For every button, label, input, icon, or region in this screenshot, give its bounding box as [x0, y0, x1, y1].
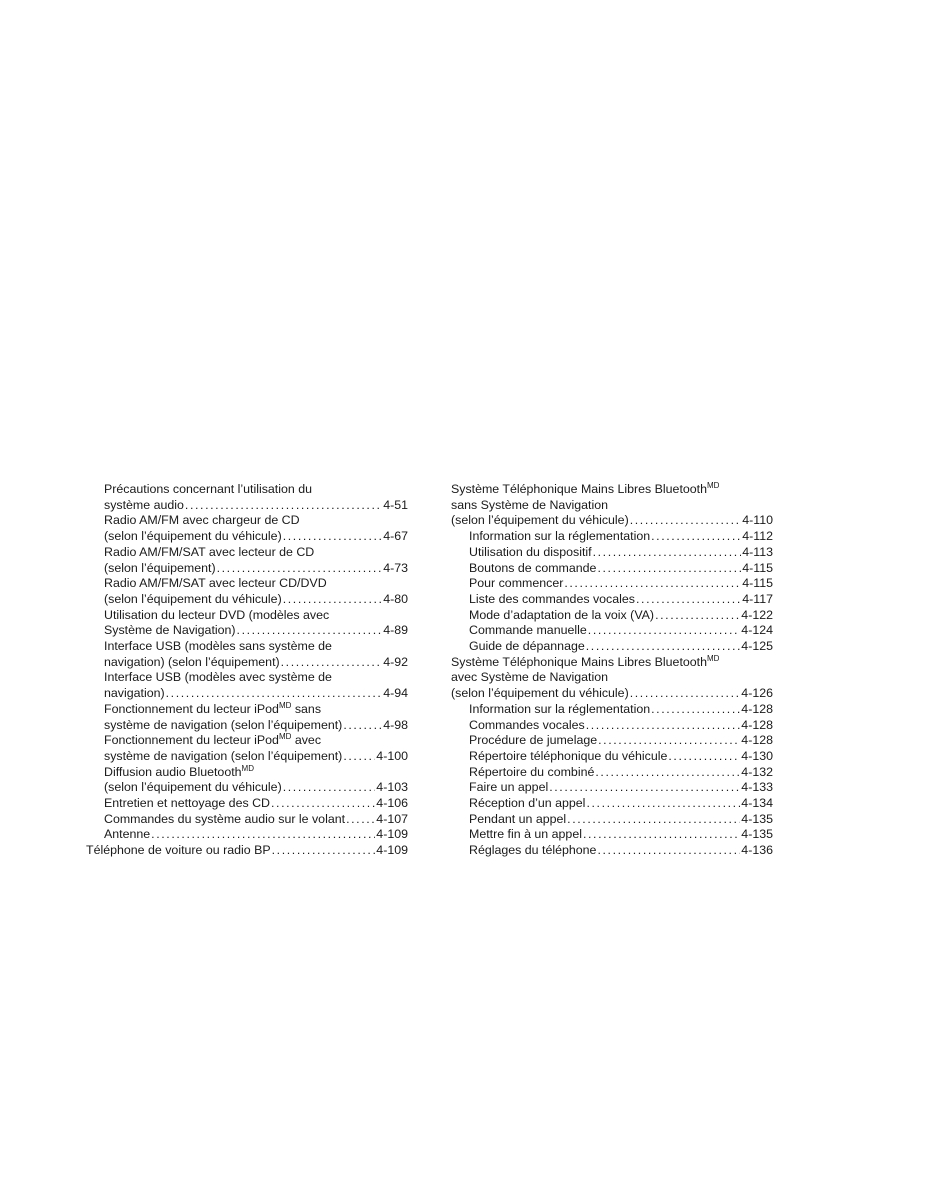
- toc-entry-title: Information sur la réglementation: [469, 529, 651, 544]
- toc-entry-text-part: Système Téléphonique Mains Libres Bluetooth: [451, 654, 707, 669]
- dot-leader: [283, 529, 382, 545]
- toc-entry[interactable]: [451, 529, 773, 545]
- toc-entry-leader-line: [451, 623, 773, 639]
- toc-entry[interactable]: [451, 482, 773, 529]
- toc-entry-leader-line: [86, 718, 408, 734]
- toc-entry-text: Radio AM/FM avec chargeur de CD: [104, 513, 300, 528]
- toc-entry-leader-line: [451, 796, 773, 812]
- toc-entry-text: sans Système de Navigation: [451, 497, 609, 512]
- dot-leader: [598, 733, 740, 749]
- toc-entry-title: Répertoire téléphonique du véhicule: [469, 748, 668, 763]
- toc-entry-title: Téléphone de voiture ou radio BP: [86, 843, 271, 858]
- dot-leader: [593, 545, 742, 561]
- toc-left-column: [86, 482, 408, 859]
- toc-page-number[interactable]: 4-132: [741, 764, 773, 779]
- toc-entry-title: Information sur la réglementation: [469, 701, 651, 716]
- toc-entry-leader-line: [451, 733, 773, 749]
- toc-entry-title: Pour commencer: [469, 576, 564, 591]
- toc-entry-title: système audio: [104, 497, 184, 512]
- dot-leader: [151, 827, 375, 843]
- dot-leader: [271, 796, 375, 812]
- toc-entry[interactable]: [86, 733, 408, 764]
- toc-page-number[interactable]: 4-73: [383, 560, 408, 575]
- toc-entry-text-part: avec: [291, 733, 322, 748]
- dot-leader: [586, 639, 741, 655]
- toc-entry-leader-line: [451, 561, 773, 577]
- toc-entry-title: (selon l’équipement du véhicule): [104, 529, 282, 544]
- toc-page-number[interactable]: 4-106: [376, 796, 408, 811]
- toc-page-number[interactable]: 4-124: [741, 623, 773, 638]
- dot-leader: [586, 796, 740, 812]
- toc-entry[interactable]: [86, 670, 408, 701]
- toc-entry-leader-line: [451, 576, 773, 592]
- toc-entry[interactable]: [451, 702, 773, 718]
- toc-entry-leader-line: [451, 702, 773, 718]
- toc-page-number[interactable]: 4-113: [742, 544, 773, 559]
- toc-page-number[interactable]: 4-67: [383, 529, 408, 544]
- toc-entry-text-part: sans: [291, 701, 322, 716]
- toc-right-column: [451, 482, 773, 859]
- toc-entry[interactable]: [86, 702, 408, 733]
- toc-entry[interactable]: [86, 639, 408, 670]
- toc-entry-text: [86, 733, 408, 749]
- toc-entry-title: Réglages du téléphone: [469, 843, 597, 858]
- toc-entry-text-part: Diffusion audio Bluetooth: [104, 764, 242, 779]
- toc-entry[interactable]: [451, 765, 773, 781]
- toc-entry-text: avec Système de Navigation: [451, 670, 609, 685]
- toc-entry-title: (selon l’équipement du véhicule): [451, 686, 629, 701]
- toc-entry-title: système de navigation (selon l’équipement): [104, 717, 343, 732]
- toc-page-number[interactable]: 4-115: [742, 576, 773, 591]
- toc-page-number[interactable]: 4-109: [376, 827, 408, 842]
- toc-entry-leader-line: [451, 843, 773, 859]
- toc-entry-title: (selon l’équipement du véhicule): [451, 513, 629, 528]
- toc-page-number[interactable]: 4-100: [376, 748, 408, 763]
- trademark-superscript: MD: [707, 654, 720, 663]
- toc-entry[interactable]: [451, 561, 773, 577]
- toc-entry-leader-line: [451, 718, 773, 734]
- toc-page-number[interactable]: 4-125: [741, 639, 773, 654]
- toc-entry-text-part: Fonctionnement du lecteur iPod: [104, 701, 279, 716]
- toc-page-number[interactable]: 4-94: [383, 686, 408, 701]
- toc-entry[interactable]: [451, 592, 773, 608]
- toc-page-number[interactable]: 4-115: [742, 560, 773, 575]
- dot-leader: [281, 655, 383, 671]
- toc-page-number[interactable]: 4-89: [383, 623, 408, 638]
- toc-entry-title: Mettre fin à un appel: [469, 827, 582, 842]
- toc-entry-leader-line: [86, 796, 408, 812]
- trademark-superscript: MD: [278, 733, 292, 742]
- dot-leader: [217, 561, 383, 577]
- dot-leader: [166, 686, 383, 702]
- toc-entry-text-part: Système Téléphonique Mains Libres Bluetooth: [451, 482, 707, 496]
- toc-page-number[interactable]: 4-130: [741, 748, 773, 763]
- toc-entry[interactable]: [86, 827, 408, 843]
- toc-entry[interactable]: [86, 513, 408, 544]
- toc-entry[interactable]: [451, 796, 773, 812]
- toc-entry[interactable]: [86, 765, 408, 796]
- toc-entry-leader-line: [451, 827, 773, 843]
- toc-page-number[interactable]: 4-136: [741, 843, 773, 858]
- trademark-superscript: MD: [278, 701, 292, 710]
- toc-entry[interactable]: [451, 576, 773, 592]
- toc-entry[interactable]: [451, 843, 773, 859]
- toc-entry[interactable]: [451, 780, 773, 796]
- toc-entry[interactable]: [86, 482, 408, 513]
- toc-entry-title: Commandes vocales: [469, 717, 585, 732]
- toc-entry-leader-line: [451, 749, 773, 765]
- dot-leader: [597, 843, 740, 859]
- toc-entry-title: (selon l’équipement): [104, 560, 216, 575]
- toc-page-number[interactable]: 4-135: [741, 827, 773, 842]
- toc-entry-leader-line: [451, 592, 773, 608]
- toc-entry-title: Guide de dépannage: [469, 639, 585, 654]
- dot-leader: [283, 592, 382, 608]
- dot-leader: [272, 843, 376, 859]
- toc-entry-leader-line: [86, 686, 408, 702]
- toc-entry-leader-line: [86, 812, 408, 828]
- dot-leader: [283, 780, 376, 796]
- toc-page-number[interactable]: 4-122: [741, 607, 773, 622]
- dot-leader: [668, 749, 740, 765]
- dot-leader: [636, 592, 741, 608]
- dot-leader: [237, 623, 383, 639]
- dot-leader: [597, 561, 741, 577]
- toc-entry-leader-line: [86, 780, 408, 796]
- toc-entry-title: Système de Navigation): [104, 623, 236, 638]
- toc-entry-text: Utilisation du lecteur DVD (modèles avec: [104, 607, 330, 622]
- toc-entry-leader-line: [451, 513, 773, 529]
- toc-entry-title: navigation) (selon l’équipement): [104, 654, 280, 669]
- toc-entry-title: système de navigation (selon l’équipement): [104, 748, 343, 763]
- dot-leader: [564, 576, 741, 592]
- dot-leader: [630, 686, 741, 702]
- toc-entry-title: Réception d’un appel: [469, 796, 586, 811]
- toc-entry[interactable]: [451, 812, 773, 828]
- toc-entry-text: [86, 702, 408, 718]
- toc-entry-title: (selon l’équipement du véhicule): [104, 780, 282, 795]
- toc-entry-leader-line: [451, 686, 773, 702]
- toc-entry-text-part: Fonctionnement du lecteur iPod: [104, 733, 279, 748]
- toc-entry-leader-line: [451, 812, 773, 828]
- dot-leader: [185, 498, 382, 514]
- toc-entry-title: Liste des commandes vocales: [469, 591, 635, 606]
- toc-page-number[interactable]: 4-80: [383, 591, 408, 606]
- toc-entry-text: Interface USB (modèles sans système de: [104, 639, 332, 654]
- toc-entry-text: [451, 655, 773, 671]
- toc-entry-title: navigation): [104, 686, 165, 701]
- toc-page-number[interactable]: 4-107: [376, 811, 408, 826]
- toc-entry-title: Faire un appel: [469, 780, 549, 795]
- toc-page-number[interactable]: 4-128: [741, 717, 773, 732]
- toc-entry[interactable]: [451, 655, 773, 702]
- dot-leader: [343, 718, 382, 734]
- toc-entry[interactable]: [451, 827, 773, 843]
- toc-entry-leader-line: [86, 843, 408, 859]
- toc-page-number[interactable]: 4-135: [741, 811, 773, 826]
- toc-entry[interactable]: [86, 796, 408, 812]
- toc-entry-leader-line: [86, 498, 408, 514]
- toc-entry-leader-line: [86, 529, 408, 545]
- toc-entry-leader-line: [451, 608, 773, 624]
- toc-entry-leader-line: [86, 827, 408, 843]
- toc-entry-title: Entretien et nettoyage des CD: [104, 796, 270, 811]
- toc-entry-title: Mode d’adaptation de la voix (VA): [469, 607, 655, 622]
- toc-entry-leader-line: [451, 545, 773, 561]
- dot-leader: [567, 812, 740, 828]
- dot-leader: [630, 513, 742, 529]
- toc-entry-title: Commande manuelle: [469, 623, 587, 638]
- dot-leader: [343, 749, 375, 765]
- toc-entry-leader-line: [86, 623, 408, 639]
- toc-page-number[interactable]: 4-117: [742, 591, 773, 606]
- dot-leader: [655, 608, 740, 624]
- toc-page-number[interactable]: 4-128: [741, 701, 773, 716]
- dot-leader: [651, 702, 740, 718]
- toc-entry[interactable]: [86, 545, 408, 576]
- toc-page-number[interactable]: 4-51: [383, 497, 408, 512]
- toc-entry[interactable]: [451, 718, 773, 734]
- toc-entry-leader-line: [86, 749, 408, 765]
- toc-entry-leader-line: [451, 780, 773, 796]
- toc-entry-leader-line: [451, 529, 773, 545]
- trademark-superscript: MD: [241, 764, 254, 773]
- toc-entry-leader-line: [451, 765, 773, 781]
- toc-entry[interactable]: [451, 733, 773, 749]
- dot-leader: [549, 780, 740, 796]
- dot-leader: [595, 765, 740, 781]
- dot-leader: [651, 529, 741, 545]
- toc-entry[interactable]: [86, 608, 408, 639]
- toc-entry[interactable]: [86, 812, 408, 828]
- trademark-superscript: MD: [707, 482, 720, 490]
- toc-page-number[interactable]: 4-133: [741, 780, 773, 795]
- toc-entry-title: Procédure de jumelage: [469, 733, 598, 748]
- toc-page-number[interactable]: 4-103: [376, 780, 408, 795]
- toc-entry[interactable]: [451, 749, 773, 765]
- toc-entry-title: Antenne: [104, 827, 151, 842]
- toc-entry-text: Radio AM/FM/SAT avec lecteur CD/DVD: [104, 576, 327, 591]
- toc-page-number[interactable]: 4-112: [742, 529, 773, 544]
- toc-entry-text: Radio AM/FM/SAT avec lecteur de CD: [104, 544, 315, 559]
- toc-entry-leader-line: [86, 561, 408, 577]
- toc-entry[interactable]: [451, 623, 773, 639]
- toc-entry-title: Commandes du système audio sur le volant: [104, 811, 346, 826]
- toc-entry-title: Pendant un appel: [469, 811, 567, 826]
- dot-leader: [588, 623, 741, 639]
- toc-page-number[interactable]: 4-92: [383, 654, 408, 669]
- toc-entry-leader-line: [86, 592, 408, 608]
- toc-entry[interactable]: [86, 576, 408, 607]
- toc-entry-text: Précautions concernant l’utilisation du: [104, 482, 313, 496]
- toc-entry[interactable]: [451, 639, 773, 655]
- toc-page-number[interactable]: 4-110: [742, 513, 773, 528]
- dot-leader: [586, 718, 741, 734]
- toc-entry-title: Répertoire du combiné: [469, 764, 595, 779]
- toc-entry-title: Utilisation du dispositif: [469, 544, 592, 559]
- toc-entry-title: Boutons de commande: [469, 560, 597, 575]
- toc-entry-text: Interface USB (modèles avec système de: [104, 670, 332, 685]
- toc-page-number[interactable]: 4-126: [741, 686, 773, 701]
- toc-page-number[interactable]: 4-98: [383, 717, 408, 732]
- dot-leader: [346, 812, 375, 828]
- toc-entry[interactable]: [86, 843, 408, 859]
- toc-entry-leader-line: [451, 639, 773, 655]
- toc-entry[interactable]: [451, 608, 773, 624]
- dot-leader: [583, 827, 740, 843]
- toc-page-number[interactable]: 4-128: [741, 733, 773, 748]
- toc-page-number[interactable]: 4-134: [741, 796, 773, 811]
- toc-entry[interactable]: [451, 545, 773, 561]
- toc-entry-title: (selon l’équipement du véhicule): [104, 591, 282, 606]
- toc-entry-text: [86, 765, 408, 781]
- toc-entry-text: [451, 482, 773, 498]
- toc-entry-leader-line: [86, 655, 408, 671]
- toc-page-number[interactable]: 4-109: [376, 843, 408, 858]
